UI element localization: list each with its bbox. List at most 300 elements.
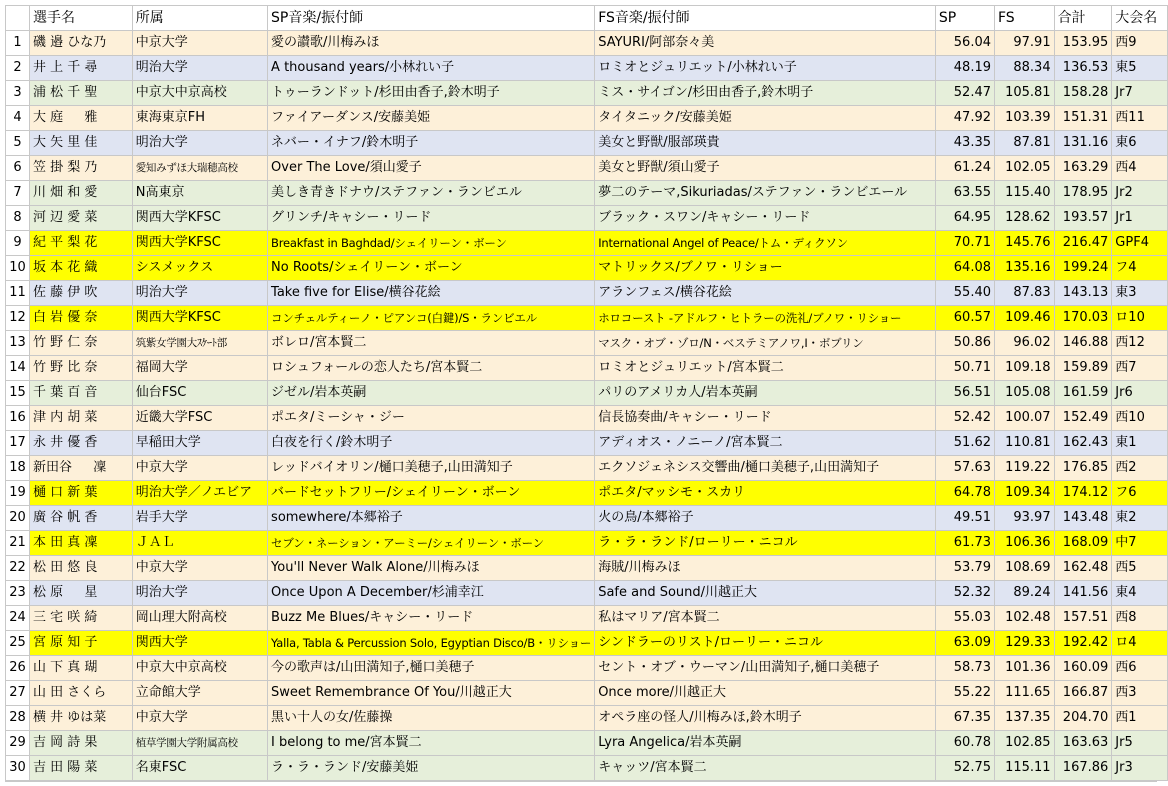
sp-music-cell[interactable]: A thousand years/小林れい子 xyxy=(268,56,595,81)
results-table xyxy=(5,5,1168,781)
club-cell[interactable]: 中京大学 xyxy=(132,556,267,581)
club-cell[interactable]: 福岡大学 xyxy=(132,356,267,381)
sp-music-cell[interactable]: セブン・ネーション・アーミー/シェイリーン・ボーン xyxy=(268,531,595,556)
club-cell[interactable]: 立命館大学 xyxy=(132,681,267,706)
sp-score-cell[interactable]: 60.57 xyxy=(935,306,994,331)
table-row xyxy=(6,181,1168,206)
fs-score-cell[interactable]: 100.07 xyxy=(995,406,1055,431)
sp-music-cell[interactable]: 愛の讃歌/川梅みほ xyxy=(268,31,595,56)
fs-score-cell[interactable]: 89.24 xyxy=(995,581,1055,606)
event-cell[interactable]: Jr5 xyxy=(1112,731,1168,756)
row-number-cell[interactable]: 6 xyxy=(6,156,30,181)
spreadsheet[interactable] xyxy=(5,5,1168,781)
row-number-cell[interactable]: 28 xyxy=(6,706,30,731)
event-cell[interactable]: 東3 xyxy=(1112,281,1168,306)
name-cell[interactable]: 坂 本 花 織 xyxy=(29,256,132,281)
fs-score-cell[interactable]: 102.05 xyxy=(995,156,1055,181)
fs-music-cell[interactable]: 私はマリア/宮本賢二 xyxy=(595,606,936,631)
name-cell[interactable]: 紀 平 梨 花 xyxy=(29,231,132,256)
fs-music-cell[interactable]: 夢二のテーマ,Sikuriadas/ステファン・ランビエール xyxy=(595,181,936,206)
row-number-cell[interactable]: 29 xyxy=(6,731,30,756)
fs-music-cell[interactable]: アランフェス/横谷花絵 xyxy=(595,281,936,306)
fs-score-cell[interactable]: 109.34 xyxy=(995,481,1055,506)
fs-music-cell[interactable]: ロミオとジュリエット/小林れい子 xyxy=(595,56,936,81)
sp-score-cell[interactable]: 64.78 xyxy=(935,481,994,506)
fs-music-cell[interactable]: Once more/川越正大 xyxy=(595,681,936,706)
event-cell[interactable]: 西2 xyxy=(1112,456,1168,481)
fs-score-cell[interactable]: 101.36 xyxy=(995,656,1055,681)
event-cell[interactable]: 西12 xyxy=(1112,331,1168,356)
name-cell[interactable]: 樋 口 新 葉 xyxy=(29,481,132,506)
event-cell[interactable]: フ4 xyxy=(1112,256,1168,281)
club-cell[interactable]: 植草学園大学附属高校 xyxy=(132,731,267,756)
club-cell[interactable]: 中京大学 xyxy=(132,706,267,731)
total-score-cell[interactable]: 216.47 xyxy=(1054,231,1112,256)
event-cell[interactable]: 中7 xyxy=(1112,531,1168,556)
name-cell[interactable]: 大 庭 雅 xyxy=(29,106,132,131)
fs-music-cell[interactable]: International Angel of Peace/トム・ディクソン xyxy=(595,231,936,256)
column-header[interactable] xyxy=(6,6,30,31)
name-cell[interactable]: 白 岩 優 奈 xyxy=(29,306,132,331)
fs-score-cell[interactable]: 87.81 xyxy=(995,131,1055,156)
row-number-cell[interactable]: 13 xyxy=(6,331,30,356)
sp-music-cell[interactable]: Sweet Remembrance Of You/川越正大 xyxy=(268,681,595,706)
sp-score-cell[interactable]: 50.86 xyxy=(935,331,994,356)
table-row xyxy=(6,81,1168,106)
name-cell[interactable]: 山 下 真 瑚 xyxy=(29,656,132,681)
fs-score-cell[interactable]: 110.81 xyxy=(995,431,1055,456)
club-cell[interactable]: 東海東京FH xyxy=(132,106,267,131)
name-cell[interactable]: 松 原 星 xyxy=(29,581,132,606)
fs-music-cell[interactable]: アディオス・ノニーノ/宮本賢二 xyxy=(595,431,936,456)
fs-music-cell[interactable]: マトリックス/ブノワ・リショー xyxy=(595,256,936,281)
fs-score-cell[interactable]: 137.35 xyxy=(995,706,1055,731)
club-cell[interactable]: 近畿大学FSC xyxy=(132,406,267,431)
sp-music-cell[interactable]: グリンチ/キャシー・リード xyxy=(268,206,595,231)
total-score-cell[interactable]: 163.29 xyxy=(1054,156,1112,181)
sp-score-cell[interactable]: 55.22 xyxy=(935,681,994,706)
total-score-cell[interactable]: 178.95 xyxy=(1054,181,1112,206)
total-score-cell[interactable]: 199.24 xyxy=(1054,256,1112,281)
row-number-cell[interactable]: 21 xyxy=(6,531,30,556)
event-cell[interactable]: Jr1 xyxy=(1112,206,1168,231)
fs-music-cell[interactable]: ブラック・スワン/キャシー・リード xyxy=(595,206,936,231)
row-number-cell[interactable]: 10 xyxy=(6,256,30,281)
fs-music-cell[interactable]: ロミオとジュリエット/宮本賢二 xyxy=(595,356,936,381)
sp-score-cell[interactable]: 56.04 xyxy=(935,31,994,56)
sp-music-cell[interactable]: バードセットフリー/シェイリーン・ボーン xyxy=(268,481,595,506)
event-cell[interactable]: Jr2 xyxy=(1112,181,1168,206)
sp-score-cell[interactable]: 57.63 xyxy=(935,456,994,481)
table-row xyxy=(6,731,1168,756)
name-cell[interactable]: 千 葉 百 音 xyxy=(29,381,132,406)
table-row xyxy=(6,281,1168,306)
sp-music-cell[interactable]: somewhere/本郷裕子 xyxy=(268,506,595,531)
event-cell[interactable]: ロ4 xyxy=(1112,631,1168,656)
table-row xyxy=(6,206,1168,231)
sp-score-cell[interactable]: 52.32 xyxy=(935,581,994,606)
sp-music-cell[interactable]: I belong to me/宮本賢二 xyxy=(268,731,595,756)
fs-score-cell[interactable]: 108.69 xyxy=(995,556,1055,581)
total-score-cell[interactable]: 143.48 xyxy=(1054,506,1112,531)
column-header[interactable]: FS xyxy=(995,6,1055,31)
club-cell[interactable]: 岡山理大附高校 xyxy=(132,606,267,631)
sp-music-cell[interactable]: ファイアーダンス/安藤美姫 xyxy=(268,106,595,131)
fs-score-cell[interactable]: 105.08 xyxy=(995,381,1055,406)
fs-music-cell[interactable]: 信長協奏曲/キャシー・リード xyxy=(595,406,936,431)
name-cell[interactable]: 本 田 真 凜 xyxy=(29,531,132,556)
sp-score-cell[interactable]: 58.73 xyxy=(935,656,994,681)
fs-score-cell[interactable]: 145.76 xyxy=(995,231,1055,256)
name-cell[interactable]: 磯 邉 ひな乃 xyxy=(29,31,132,56)
fs-music-cell[interactable]: Lyra Angelica/岩本英嗣 xyxy=(595,731,936,756)
sp-score-cell[interactable]: 52.42 xyxy=(935,406,994,431)
fs-music-cell[interactable]: 海賊/川梅みほ xyxy=(595,556,936,581)
total-score-cell[interactable]: 157.51 xyxy=(1054,606,1112,631)
fs-music-cell[interactable]: マスク・オブ・ゾロ/N・ベステミアノワ,I・ボブリン xyxy=(595,331,936,356)
total-score-cell[interactable]: 174.12 xyxy=(1054,481,1112,506)
club-cell[interactable]: 明治大学 xyxy=(132,281,267,306)
total-score-cell[interactable]: 170.03 xyxy=(1054,306,1112,331)
event-cell[interactable]: 西11 xyxy=(1112,106,1168,131)
row-number-cell[interactable]: 1 xyxy=(6,31,30,56)
name-cell[interactable]: 井 上 千 尋 xyxy=(29,56,132,81)
table-row xyxy=(6,156,1168,181)
total-score-cell[interactable]: 143.13 xyxy=(1054,281,1112,306)
event-cell[interactable]: 西5 xyxy=(1112,556,1168,581)
total-score-cell[interactable]: 141.56 xyxy=(1054,581,1112,606)
row-number-cell[interactable]: 11 xyxy=(6,281,30,306)
total-score-cell[interactable]: 160.09 xyxy=(1054,656,1112,681)
name-cell[interactable]: 浦 松 千 聖 xyxy=(29,81,132,106)
row-number-cell[interactable]: 15 xyxy=(6,381,30,406)
event-cell[interactable]: 西9 xyxy=(1112,31,1168,56)
sp-score-cell[interactable]: 52.75 xyxy=(935,756,994,781)
sp-music-cell[interactable]: ポエタ/ミーシャ・ジー xyxy=(268,406,595,431)
sp-score-cell[interactable]: 55.03 xyxy=(935,606,994,631)
club-cell[interactable]: 岩手大学 xyxy=(132,506,267,531)
row-number-cell[interactable]: 4 xyxy=(6,106,30,131)
fs-score-cell[interactable]: 96.02 xyxy=(995,331,1055,356)
name-cell[interactable]: 横 井 ゆは菜 xyxy=(29,706,132,731)
club-cell[interactable]: 明治大学／ノエビア xyxy=(132,481,267,506)
sp-music-cell[interactable]: コンチェルティーノ・ピアンコ(白鍵)/S・ランビエル xyxy=(268,306,595,331)
event-cell[interactable]: GPF4 xyxy=(1112,231,1168,256)
sp-score-cell[interactable]: 50.71 xyxy=(935,356,994,381)
sp-score-cell[interactable]: 64.95 xyxy=(935,206,994,231)
total-score-cell[interactable]: 204.70 xyxy=(1054,706,1112,731)
event-cell[interactable]: 西7 xyxy=(1112,356,1168,381)
name-cell[interactable]: 三 宅 咲 綺 xyxy=(29,606,132,631)
row-number-cell[interactable]: 18 xyxy=(6,456,30,481)
sp-score-cell[interactable]: 60.78 xyxy=(935,731,994,756)
name-cell[interactable]: 大 矢 里 佳 xyxy=(29,131,132,156)
club-cell[interactable]: 中京大中京高校 xyxy=(132,656,267,681)
fs-score-cell[interactable]: 135.16 xyxy=(995,256,1055,281)
row-number-cell[interactable]: 7 xyxy=(6,181,30,206)
sp-score-cell[interactable]: 61.24 xyxy=(935,156,994,181)
name-cell[interactable]: 津 内 胡 菜 xyxy=(29,406,132,431)
fs-music-cell[interactable]: 美女と野獣/須山愛子 xyxy=(595,156,936,181)
sp-music-cell[interactable]: 白夜を行く/鈴木明子 xyxy=(268,431,595,456)
row-number-cell[interactable]: 22 xyxy=(6,556,30,581)
club-cell[interactable]: 筑紫女学園大ｽｹｰﾄ部 xyxy=(132,331,267,356)
fs-score-cell[interactable]: 105.81 xyxy=(995,81,1055,106)
sp-score-cell[interactable]: 70.71 xyxy=(935,231,994,256)
fs-music-cell[interactable]: セント・オブ・ウーマン/山田満知子,樋口美穂子 xyxy=(595,656,936,681)
event-cell[interactable]: 西10 xyxy=(1112,406,1168,431)
row-number-cell[interactable]: 20 xyxy=(6,506,30,531)
row-number-cell[interactable]: 9 xyxy=(6,231,30,256)
event-cell[interactable]: 西1 xyxy=(1112,706,1168,731)
table-row xyxy=(6,31,1168,56)
column-header[interactable]: SP音楽/振付師 xyxy=(268,6,595,31)
table-row xyxy=(6,381,1168,406)
sp-music-cell[interactable]: 美しき青きドナウ/ステファン・ランビエル xyxy=(268,181,595,206)
name-cell[interactable]: 笠 掛 梨 乃 xyxy=(29,156,132,181)
fs-score-cell[interactable]: 97.91 xyxy=(995,31,1055,56)
fs-score-cell[interactable]: 103.39 xyxy=(995,106,1055,131)
fs-score-cell[interactable]: 109.18 xyxy=(995,356,1055,381)
total-score-cell[interactable]: 159.89 xyxy=(1054,356,1112,381)
column-header[interactable]: 選手名 xyxy=(29,6,132,31)
total-score-cell[interactable]: 176.85 xyxy=(1054,456,1112,481)
sp-music-cell[interactable]: Once Upon A December/杉浦幸江 xyxy=(268,581,595,606)
total-score-cell[interactable]: 166.87 xyxy=(1054,681,1112,706)
total-score-cell[interactable]: 136.53 xyxy=(1054,56,1112,81)
total-score-cell[interactable]: 151.31 xyxy=(1054,106,1112,131)
fs-score-cell[interactable]: 102.48 xyxy=(995,606,1055,631)
event-cell[interactable]: 西3 xyxy=(1112,681,1168,706)
row-number-cell[interactable]: 16 xyxy=(6,406,30,431)
row-number-cell[interactable]: 17 xyxy=(6,431,30,456)
sp-score-cell[interactable]: 48.19 xyxy=(935,56,994,81)
club-cell[interactable]: 関西大学 xyxy=(132,631,267,656)
fs-music-cell[interactable]: オペラ座の怪人/川梅みほ,鈴木明子 xyxy=(595,706,936,731)
event-cell[interactable]: 東4 xyxy=(1112,581,1168,606)
club-cell[interactable]: 仙台FSC xyxy=(132,381,267,406)
sp-score-cell[interactable]: 67.35 xyxy=(935,706,994,731)
club-cell[interactable]: 明治大学 xyxy=(132,581,267,606)
column-header[interactable]: 大会名 xyxy=(1112,6,1168,31)
sp-score-cell[interactable]: 61.73 xyxy=(935,531,994,556)
fs-music-cell[interactable]: 火の鳥/本郷裕子 xyxy=(595,506,936,531)
name-cell[interactable]: 佐 藤 伊 吹 xyxy=(29,281,132,306)
sp-music-cell[interactable]: Take five for Elise/横谷花絵 xyxy=(268,281,595,306)
sp-score-cell[interactable]: 49.51 xyxy=(935,506,994,531)
total-score-cell[interactable]: 168.09 xyxy=(1054,531,1112,556)
sp-music-cell[interactable]: 黒い十人の女/佐藤操 xyxy=(268,706,595,731)
total-score-cell[interactable]: 193.57 xyxy=(1054,206,1112,231)
total-score-cell[interactable]: 167.86 xyxy=(1054,756,1112,781)
event-cell[interactable]: Jr3 xyxy=(1112,756,1168,781)
event-cell[interactable]: Jr7 xyxy=(1112,81,1168,106)
column-header[interactable]: SP xyxy=(935,6,994,31)
fs-music-cell[interactable]: SAYURI/阿部奈々美 xyxy=(595,31,936,56)
club-cell[interactable]: 関西大学KFSC xyxy=(132,206,267,231)
sp-music-cell[interactable]: トゥーランドット/杉田由香子,鈴木明子 xyxy=(268,81,595,106)
event-cell[interactable]: フ6 xyxy=(1112,481,1168,506)
fs-music-cell[interactable]: Safe and Sound/川越正大 xyxy=(595,581,936,606)
table-row xyxy=(6,556,1168,581)
fs-music-cell[interactable]: タイタニック/安藤美姫 xyxy=(595,106,936,131)
club-cell[interactable]: 明治大学 xyxy=(132,131,267,156)
name-cell[interactable]: 宮 原 知 子 xyxy=(29,631,132,656)
table-row xyxy=(6,706,1168,731)
total-score-cell[interactable]: 131.16 xyxy=(1054,131,1112,156)
fs-music-cell[interactable]: エクソジェネシス交響曲/樋口美穂子,山田満知子 xyxy=(595,456,936,481)
sp-score-cell[interactable]: 56.51 xyxy=(935,381,994,406)
sp-score-cell[interactable]: 51.62 xyxy=(935,431,994,456)
row-number-cell[interactable]: 2 xyxy=(6,56,30,81)
club-cell[interactable]: 中京大中京高校 xyxy=(132,81,267,106)
row-number-cell[interactable]: 27 xyxy=(6,681,30,706)
row-number-cell[interactable]: 23 xyxy=(6,581,30,606)
sp-music-cell[interactable]: Over The Love/須山愛子 xyxy=(268,156,595,181)
name-cell[interactable]: 川 畑 和 愛 xyxy=(29,181,132,206)
table-row xyxy=(6,131,1168,156)
fs-score-cell[interactable]: 88.34 xyxy=(995,56,1055,81)
fs-music-cell[interactable]: キャッツ/宮本賢二 xyxy=(595,756,936,781)
fs-music-cell[interactable]: パリのアメリカ人/岩本英嗣 xyxy=(595,381,936,406)
row-number-cell[interactable]: 19 xyxy=(6,481,30,506)
fs-score-cell[interactable]: 109.46 xyxy=(995,306,1055,331)
sp-score-cell[interactable]: 47.92 xyxy=(935,106,994,131)
sp-music-cell[interactable]: You'll Never Walk Alone/川梅みほ xyxy=(268,556,595,581)
sp-music-cell[interactable]: No Roots/シェイリーン・ボーン xyxy=(268,256,595,281)
row-number-cell[interactable]: 12 xyxy=(6,306,30,331)
name-cell[interactable]: 松 田 悠 良 xyxy=(29,556,132,581)
club-cell[interactable]: 関西大学KFSC xyxy=(132,306,267,331)
sp-score-cell[interactable]: 64.08 xyxy=(935,256,994,281)
club-cell[interactable]: 明治大学 xyxy=(132,56,267,81)
sp-music-cell[interactable]: ロシュフォールの恋人たち/宮本賢二 xyxy=(268,356,595,381)
sp-music-cell[interactable]: レッドバイオリン/樋口美穂子,山田満知子 xyxy=(268,456,595,481)
name-cell[interactable]: 竹 野 比 奈 xyxy=(29,356,132,381)
fs-score-cell[interactable]: 119.22 xyxy=(995,456,1055,481)
event-cell[interactable]: 東1 xyxy=(1112,431,1168,456)
column-header[interactable]: 合計 xyxy=(1054,6,1112,31)
event-cell[interactable]: Jr6 xyxy=(1112,381,1168,406)
sp-score-cell[interactable]: 43.35 xyxy=(935,131,994,156)
header-row xyxy=(6,6,1168,31)
row-number-cell[interactable]: 26 xyxy=(6,656,30,681)
sp-music-cell[interactable]: 今の歌声は/山田満知子,樋口美穂子 xyxy=(268,656,595,681)
total-score-cell[interactable]: 158.28 xyxy=(1054,81,1112,106)
row-number-cell[interactable]: 30 xyxy=(6,756,30,781)
total-score-cell[interactable]: 153.95 xyxy=(1054,31,1112,56)
event-cell[interactable]: ロ10 xyxy=(1112,306,1168,331)
sp-score-cell[interactable]: 55.40 xyxy=(935,281,994,306)
sp-music-cell[interactable]: ラ・ラ・ランド/安藤美姫 xyxy=(268,756,595,781)
total-score-cell[interactable]: 152.49 xyxy=(1054,406,1112,431)
sp-score-cell[interactable]: 53.79 xyxy=(935,556,994,581)
fs-score-cell[interactable]: 102.85 xyxy=(995,731,1055,756)
fs-score-cell[interactable]: 115.40 xyxy=(995,181,1055,206)
row-number-cell[interactable]: 5 xyxy=(6,131,30,156)
fs-score-cell[interactable]: 93.97 xyxy=(995,506,1055,531)
club-cell[interactable]: シスメックス xyxy=(132,256,267,281)
table-row xyxy=(6,356,1168,381)
column-header[interactable]: 所属 xyxy=(132,6,267,31)
name-cell[interactable]: 永 井 優 香 xyxy=(29,431,132,456)
fs-music-cell[interactable]: ミス・サイゴン/杉田由香子,鈴木明子 xyxy=(595,81,936,106)
name-cell[interactable]: 吉 田 陽 菜 xyxy=(29,756,132,781)
total-score-cell[interactable]: 162.48 xyxy=(1054,556,1112,581)
total-score-cell[interactable]: 192.42 xyxy=(1054,631,1112,656)
name-cell[interactable]: 新田谷 凜 xyxy=(29,456,132,481)
event-cell[interactable]: 西8 xyxy=(1112,606,1168,631)
club-cell[interactable]: ＪＡＬ xyxy=(132,531,267,556)
sp-music-cell[interactable]: Yalla, Tabla & Percussion Solo, Egyptian Disco/B・リショー xyxy=(268,631,595,656)
name-cell[interactable]: 竹 野 仁 奈 xyxy=(29,331,132,356)
name-cell[interactable]: 廣 谷 帆 香 xyxy=(29,506,132,531)
table-row xyxy=(6,606,1168,631)
sp-score-cell[interactable]: 52.47 xyxy=(935,81,994,106)
table-row xyxy=(6,656,1168,681)
event-cell[interactable]: 東5 xyxy=(1112,56,1168,81)
fs-music-cell[interactable]: 美女と野獣/服部瑛貴 xyxy=(595,131,936,156)
table-row xyxy=(6,506,1168,531)
total-score-cell[interactable]: 146.88 xyxy=(1054,331,1112,356)
row-number-cell[interactable]: 3 xyxy=(6,81,30,106)
club-cell[interactable]: 中京大学 xyxy=(132,456,267,481)
club-cell[interactable]: N高東京 xyxy=(132,181,267,206)
table-row xyxy=(6,581,1168,606)
fs-score-cell[interactable]: 106.36 xyxy=(995,531,1055,556)
total-score-cell[interactable]: 163.63 xyxy=(1054,731,1112,756)
fs-music-cell[interactable]: シンドラーのリスト/ローリー・ニコル xyxy=(595,631,936,656)
sp-music-cell[interactable]: ネバー・イナフ/鈴木明子 xyxy=(268,131,595,156)
row-number-cell[interactable]: 24 xyxy=(6,606,30,631)
fs-score-cell[interactable]: 128.62 xyxy=(995,206,1055,231)
sp-score-cell[interactable]: 63.55 xyxy=(935,181,994,206)
club-cell[interactable]: 関西大学KFSC xyxy=(132,231,267,256)
event-cell[interactable]: 東6 xyxy=(1112,131,1168,156)
row-number-cell[interactable]: 25 xyxy=(6,631,30,656)
sp-music-cell[interactable]: Buzz Me Blues/キャシー・リード xyxy=(268,606,595,631)
event-cell[interactable]: 西4 xyxy=(1112,156,1168,181)
table-row xyxy=(6,531,1168,556)
event-cell[interactable]: 西6 xyxy=(1112,656,1168,681)
fs-score-cell[interactable]: 115.11 xyxy=(995,756,1055,781)
row-number-cell[interactable]: 14 xyxy=(6,356,30,381)
table-row xyxy=(6,406,1168,431)
name-cell[interactable]: 吉 岡 詩 果 xyxy=(29,731,132,756)
club-cell[interactable]: 早稲田大学 xyxy=(132,431,267,456)
total-score-cell[interactable]: 161.59 xyxy=(1054,381,1112,406)
sp-music-cell[interactable]: ジゼル/岩本英嗣 xyxy=(268,381,595,406)
club-cell[interactable]: 名東FSC xyxy=(132,756,267,781)
event-cell[interactable]: 東2 xyxy=(1112,506,1168,531)
club-cell[interactable]: 愛知みずほ大瑞穂高校 xyxy=(132,156,267,181)
total-score-cell[interactable]: 162.43 xyxy=(1054,431,1112,456)
club-cell[interactable]: 中京大学 xyxy=(132,31,267,56)
fs-music-cell[interactable]: ホロコースト -アドルフ・ヒトラーの洗礼/ブノワ・リショー xyxy=(595,306,936,331)
sp-music-cell[interactable]: Breakfast in Baghdad/シェイリーン・ボーン xyxy=(268,231,595,256)
fs-score-cell[interactable]: 87.83 xyxy=(995,281,1055,306)
fs-music-cell[interactable]: ラ・ラ・ランド/ローリー・ニコル xyxy=(595,531,936,556)
name-cell[interactable]: 山 田 さくら xyxy=(29,681,132,706)
sp-music-cell[interactable]: ボレロ/宮本賢二 xyxy=(268,331,595,356)
fs-music-cell[interactable]: ポエタ/マッシモ・スカリ xyxy=(595,481,936,506)
row-number-cell[interactable]: 8 xyxy=(6,206,30,231)
name-cell[interactable]: 河 辺 愛 菜 xyxy=(29,206,132,231)
fs-score-cell[interactable]: 111.65 xyxy=(995,681,1055,706)
fs-score-cell[interactable]: 129.33 xyxy=(995,631,1055,656)
sp-score-cell[interactable]: 63.09 xyxy=(935,631,994,656)
column-header[interactable]: FS音楽/振付師 xyxy=(595,6,936,31)
